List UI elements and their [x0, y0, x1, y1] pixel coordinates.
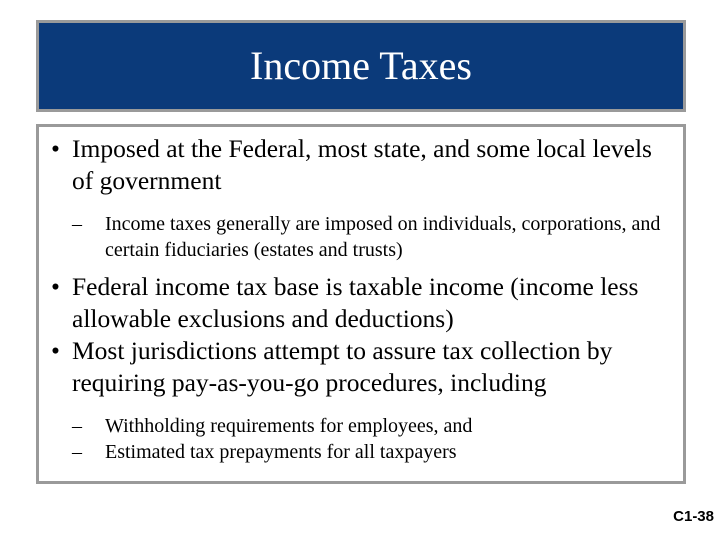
- sub-mark: –: [72, 415, 82, 437]
- sub-text: Estimated tax prepayments for all taxpayers: [105, 441, 457, 463]
- bullet-text: Federal income tax base is taxable income (income less allowable exclusions and deductions): [72, 272, 639, 333]
- bullet-item: [39, 271, 683, 335]
- sub-mark: –: [72, 441, 82, 463]
- sub-list: [39, 211, 683, 263]
- slide-title: Income Taxes: [250, 43, 472, 88]
- sub-text: Withholding requirements for employees, and: [105, 415, 473, 437]
- bullet-mark: •: [51, 272, 60, 301]
- bullet-text: Imposed at the Federal, most state, and some local levels of government: [72, 134, 652, 195]
- bullet-item: [39, 335, 683, 399]
- sub-item: [39, 211, 683, 263]
- slide-number: C1-38: [673, 508, 714, 525]
- sub-item: [39, 439, 683, 465]
- title-bar: [36, 20, 686, 112]
- sub-mark: –: [72, 213, 82, 235]
- sub-text: Income taxes generally are imposed on individuals, corporations, and certain fiduciaries (estates and trusts): [105, 213, 661, 261]
- bullet-item: [39, 133, 683, 197]
- sub-item: [39, 413, 683, 439]
- sub-list: [39, 413, 683, 465]
- bullet-mark: •: [51, 134, 60, 163]
- content-box: [36, 124, 686, 484]
- bullet-text: Most jurisdictions attempt to assure tax collection by requiring pay-as-you-go procedures, including: [72, 336, 613, 397]
- bullet-mark: •: [51, 336, 60, 365]
